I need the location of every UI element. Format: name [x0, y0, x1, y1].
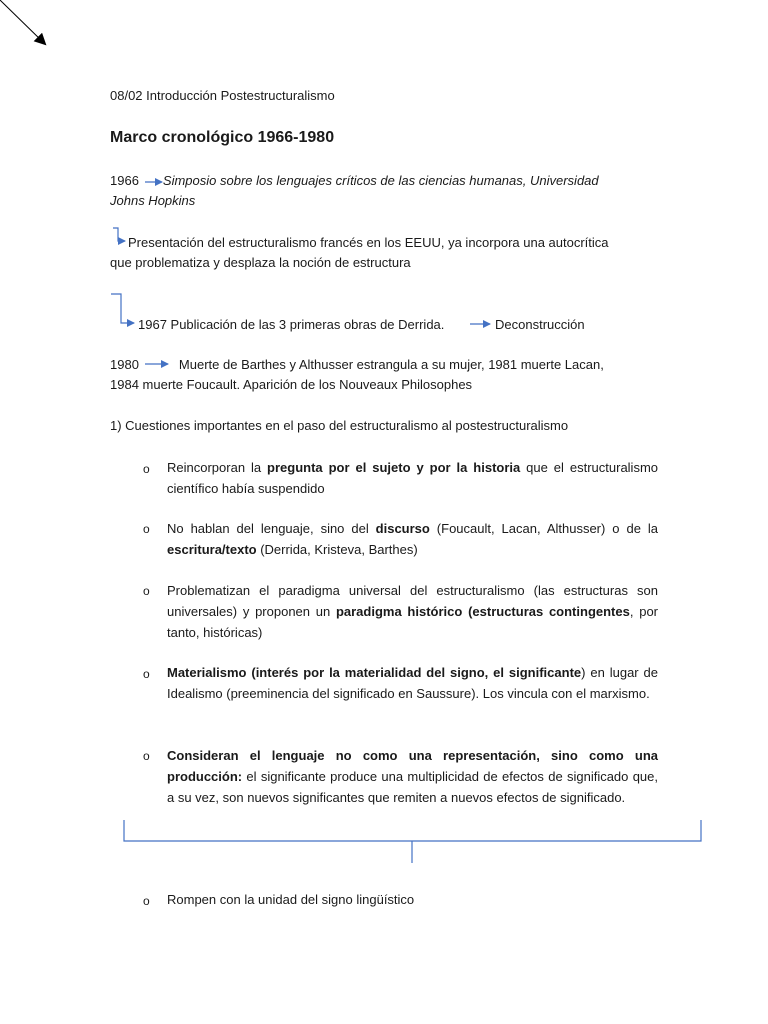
bullet-item-production: Consideran el lenguaje no como una representación, sino como una producción: el significante produce una multiplicidad de efectos de significado que, a su vez, son nuevos significantes que remiten a nuevos efectos de significado. — [167, 748, 658, 805]
timeline-1966-line1 — [110, 173, 599, 188]
timeline-1980-line1 — [110, 357, 604, 372]
bracket-connector-icon — [124, 820, 701, 841]
connector-presentation-icon — [113, 228, 125, 241]
timeline-1966-line2 — [110, 193, 195, 208]
corner-arrow-icon — [0, 0, 45, 44]
bullet-item-discourse: No hablan del lenguaje, sino del discurso (Foucault, Lacan, Althusser) o de la escritura/texto (Derrida, Kristeva, Barthes) — [167, 521, 658, 557]
presentation-line2: que problematiza y desplaza la noción de estructura — [110, 255, 411, 270]
event-1966-text: Simposio sobre los lenguajes críticos de las ciencias humanas, Universidad — [162, 173, 599, 188]
presentation-line1: Presentación del estructuralismo francés en los EEUU, ya incorpora una autocrítica — [128, 235, 609, 250]
bullet-item-subject-history: Reincorporan la pregunta por el sujeto y por la historia que el estructuralismo científico había suspendido — [167, 460, 659, 496]
event-1980-text: Muerte de Barthes y Althusser estrangula a su mujer, 1981 muerte Lacan, — [178, 357, 604, 372]
event-1966-text-cont: Johns Hopkins — [110, 193, 196, 208]
section-1-heading: 1) Cuestiones importantes en el paso del estructuralismo al postestructuralismo — [110, 418, 569, 433]
deconstruccion-label: Deconstrucción — [495, 317, 585, 332]
document-date-title: 08/02 Introducción Postestructuralismo — [110, 88, 335, 103]
event-1967-text: 1967 Publicación de las 3 primeras obras de Derrida. — [138, 317, 445, 332]
bullet-item-sign-unity: Rompen con la unidad del signo lingüístico — [167, 892, 415, 907]
bullet-marker: o — [143, 894, 150, 908]
bullet-item-historical-paradigm: Problematizan el paradigma universal del estructuralismo (las estructuras son universales) y proponen un paradigma histórico (estructuras contingentes, por tanto, históricas) — [167, 583, 659, 640]
bullet-marker: o — [143, 462, 150, 476]
timeline-1967 — [138, 317, 444, 332]
timeline-1980-line2: 1984 muerte Foucault. Aparición de los Nouveaux Philosophes — [110, 377, 473, 392]
bullet-marker: o — [143, 584, 150, 598]
bullet-marker: o — [143, 522, 150, 536]
year-1966: 1966 — [110, 173, 139, 188]
bullet-item-materialism: Materialismo (interés por la materialidad del signo, el significante) en lugar de Idealismo (preeminencia del significado en Saussure). Los vincula con el marxismo. — [167, 665, 658, 701]
connector-1967-icon — [111, 294, 134, 323]
bullet-marker: o — [143, 667, 150, 681]
bullet-marker: o — [143, 749, 150, 763]
year-1980: 1980 — [110, 357, 139, 372]
page-title: Marco cronológico 1966-1980 — [110, 129, 335, 146]
